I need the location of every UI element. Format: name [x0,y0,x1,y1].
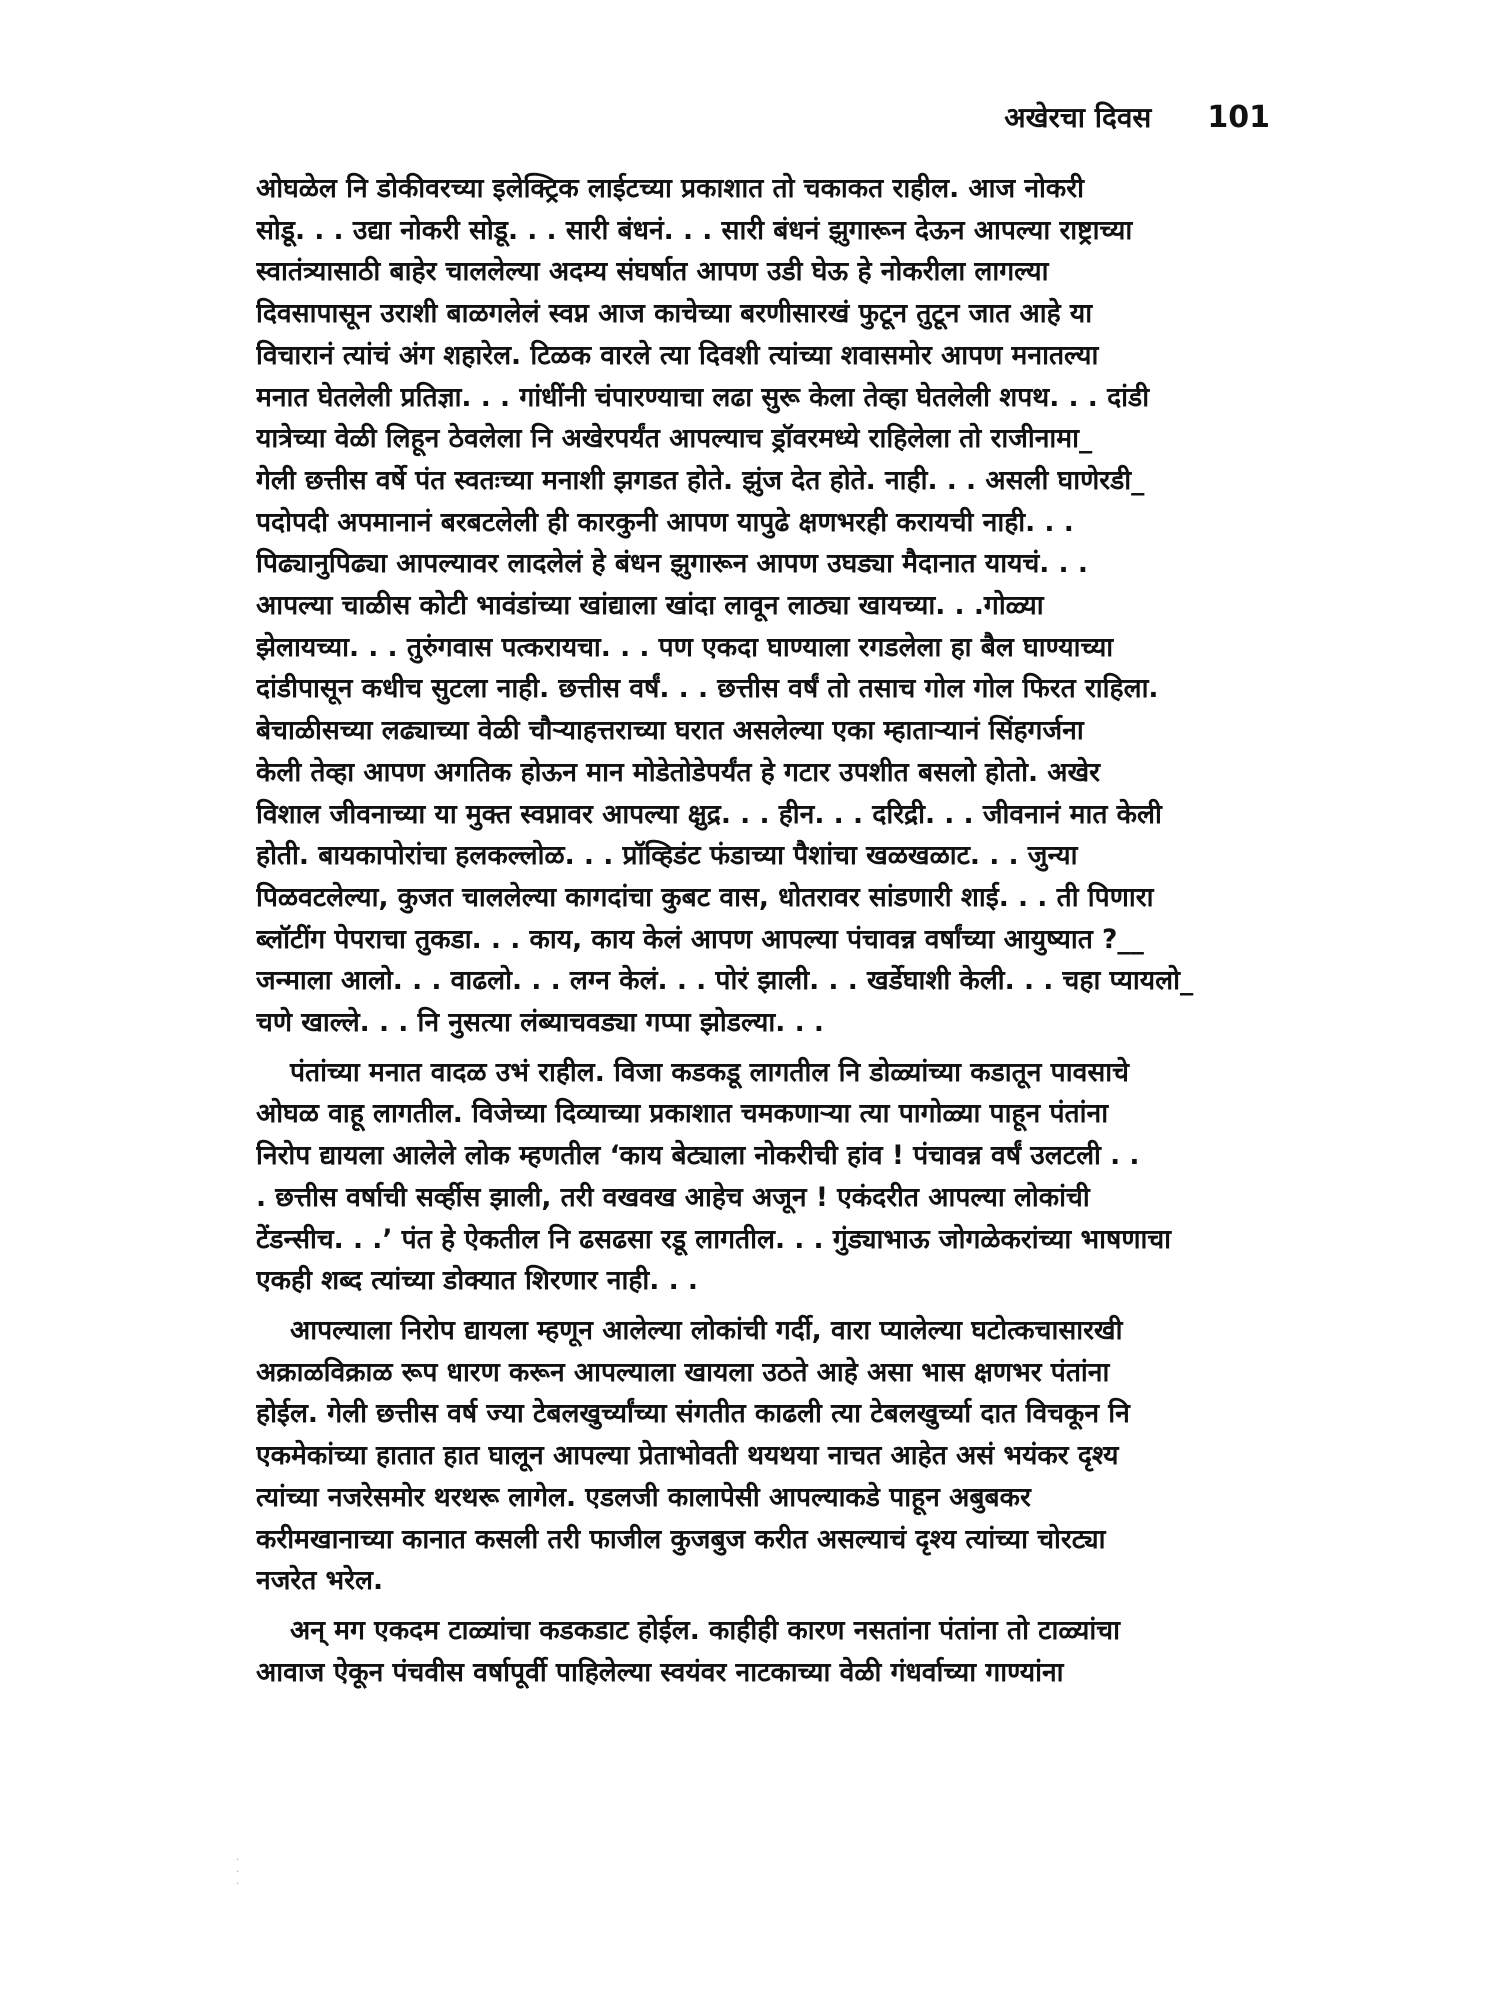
text-line: अन् मग एकदम टाळ्यांचा कडकडाट होईल. काहीही कारण नसतांना पंतांना तो टाळ्यांचा [290,1614,1120,1646]
page-number: 101 [1207,100,1270,135]
text-line: झेलायच्या. . . तुरुंगवास पत्करायचा. . . पण एकदा घाण्याला रगडलेला हा बैल घाण्याच्या [256,631,1114,663]
text-line: आपल्या चाळीस कोटी भावंडांच्या खांद्याला खांदा लावून लाठ्या खायच्या. . .गोळ्या [256,590,1044,622]
text-line: सोडू. . . उद्या नोकरी सोडू. . . सारी बंधनं. . . सारी बंधनं झुगारून देऊन आपल्या राष्ट्राच्या [256,214,1133,246]
text-line: ओघळ वाहू लागतील. विजेच्या दिव्याच्या प्रकाशात चमकणाऱ्या त्या पागोळ्या पाहून पंतांना [256,1098,1109,1130]
text-line: पिळवटलेल्या, कुजत चाललेल्या कागदांचा कुबट वास, धोतरावर सांडणारी शाई. . . ती पिणारा [256,881,1154,913]
body-text [256,168,1270,1693]
chapter-title: अखेरचा दिवस [1004,101,1152,134]
paragraph [256,1310,1270,1602]
text-line: निरोप द्यायला आलेले लोक म्हणतील ‘काय बेट्याला नोकरीची हांव ! पंचावन्न वर्षं उलटली . . [256,1140,1140,1172]
running-header [900,98,1270,148]
text-line: पंतांच्या मनात वादळ उभं राहील. विजा कडकडू लागतील नि डोळ्यांच्या कडातून पावसाचे [290,1056,1129,1088]
margin-dots: · · · [236,1855,240,1890]
text-line: ओघळेल नि डोकीवरच्या इलेक्ट्रिक लाईटच्या प्रकाशात तो चकाकत राहील. आज नोकरी [256,173,1084,204]
text-line: होईल. गेली छत्तीस वर्ष ज्या टेबलखुर्च्यांच्या संगतीत काढली त्या टेबलखुर्च्या दात विचकून नि [256,1398,1130,1430]
text-line: स्वातंत्र्यासाठी बाहेर चाललेल्या अदम्य संघर्षात आपण उडी घेऊ हे नोकरीला लागल्या [256,256,1049,288]
text-line: केली तेव्हा आपण अगतिक होऊन मान मोडेतोडेपर्यंत हे गटार उपशीत बसलो होतो. अखेर [256,756,1101,788]
paragraph [256,168,1270,1044]
text-line: टेंडन्सीच. . .’ पंत हे ऐकतील नि ढसढसा रडू लागतील. . . गुंड्याभाऊ जोगळेकरांच्या भाषणाचा [256,1223,1172,1255]
text-line: जन्माला आलो. . . वाढलो. . . लग्न केलं. . . पोरं झाली. . . खर्डेघाशी केली. . . चहा प्यायलो_ [256,965,1194,997]
text-line: विचारानं त्यांचं अंग शहारेल. टिळक वारले त्या दिवशी त्यांच्या शवासमोर आपण मनातल्या [256,339,1099,371]
text-line: होती. बायकापोरांचा हलकल्लोळ. . . प्रॉव्हिडंट फंडाच्या पैशांचा खळखळाट. . . जुन्या [256,840,1078,872]
text-line: पिढ्यानुपिढ्या आपल्यावर लादलेलं हे बंधन झुगारून आपण उघड्या मैदानात यायचं. . . [256,548,1088,580]
text-line: दिवसापासून उराशी बाळगलेलं स्वप्न आज काचेच्या बरणीसारखं फुटून तुटून जात आहे या [256,298,1093,330]
text-line: चणे खाल्ले. . . नि नुसत्या लंब्याचवड्या गप्पा झोडल्या. . . [256,1007,824,1039]
text-line: अक्राळविक्राळ रूप धारण करून आपल्याला खायला उठते आहे असा भास क्षणभर पंतांना [256,1356,1110,1388]
text-line: नजरेत भरेल. [256,1565,384,1597]
text-line: ब्लॉटींग पेपराचा तुकडा. . . काय, काय केलं आपण आपल्या पंचावन्न वर्षांच्या आयुष्यात ?__ [256,923,1144,955]
paragraph [256,1052,1270,1302]
text-line: एकमेकांच्या हातात हात घालून आपल्या प्रेताभोवती थयथया नाचत आहेत असं भयंकर दृश्य [256,1440,1119,1472]
paragraph [256,1610,1270,1693]
text-line: यात्रेच्या वेळी लिहून ठेवलेला नि अखेरपर्यंत आपल्याच ड्रॉवरमध्ये राहिलेला तो राजीनामा_ [256,423,1093,455]
text-line: त्यांच्या नजरेसमोर थरथरू लागेल. एडलजी कालापेसी आपल्याकडे पाहून अबुबकर [256,1481,1031,1513]
text-line: . छत्तीस वर्षाची सर्व्हीस झाली, तरी वखवख आहेच अजून ! एकंदरीत आपल्या लोकांची [256,1181,1090,1213]
text-line: विशाल जीवनाच्या या मुक्त स्वप्नावर आपल्या क्षुद्र. . . हीन. . . दरिद्री. . . जीवनानं मात केली [256,798,1162,830]
text-line: एकही शब्द त्यांच्या डोक्यात शिरणार नाही. . . [256,1265,698,1297]
text-line: गेली छत्तीस वर्षे पंत स्वतःच्या मनाशी झगडत होते. झुंज देत होते. नाही. . . असली घाणेरडी_ [256,464,1145,496]
text-line: करीमखानाच्या कानात कसली तरी फाजील कुजबुज करीत असल्याचं दृश्य त्यांच्या चोरट्या [256,1523,1106,1555]
text-line: आवाज ऐकून पंचवीस वर्षापूर्वी पाहिलेल्या स्वयंवर नाटकाच्या वेळी गंधर्वाच्या गाण्यांना [256,1656,1064,1688]
text-line: दांडीपासून कधीच सुटला नाही. छत्तीस वर्षं. . . छत्तीस वर्षं तो तसाच गोल गोल फिरत राहिला. [256,673,1159,705]
text-line: बेचाळीसच्या लढ्याच्या वेळी चौऱ्याहत्तराच्या घरात असलेल्या एका म्हाताऱ्यानं सिंहगर्जना [256,715,1084,747]
text-line: पदोपदी अपमानानं बरबटलेली ही कारकुनी आपण यापुढे क्षणभरही करायची नाही. . . [256,506,1074,538]
text-line: मनात घेतलेली प्रतिज्ञा. . . गांधींनी चंपारण्याचा लढा सुरू केला तेव्हा घेतलेली शपथ. . . दांडी [256,381,1150,413]
text-line: आपल्याला निरोप द्यायला म्हणून आलेल्या लोकांची गर्दी, वारा प्यालेल्या घटोत्कचासारखी [290,1314,1123,1346]
